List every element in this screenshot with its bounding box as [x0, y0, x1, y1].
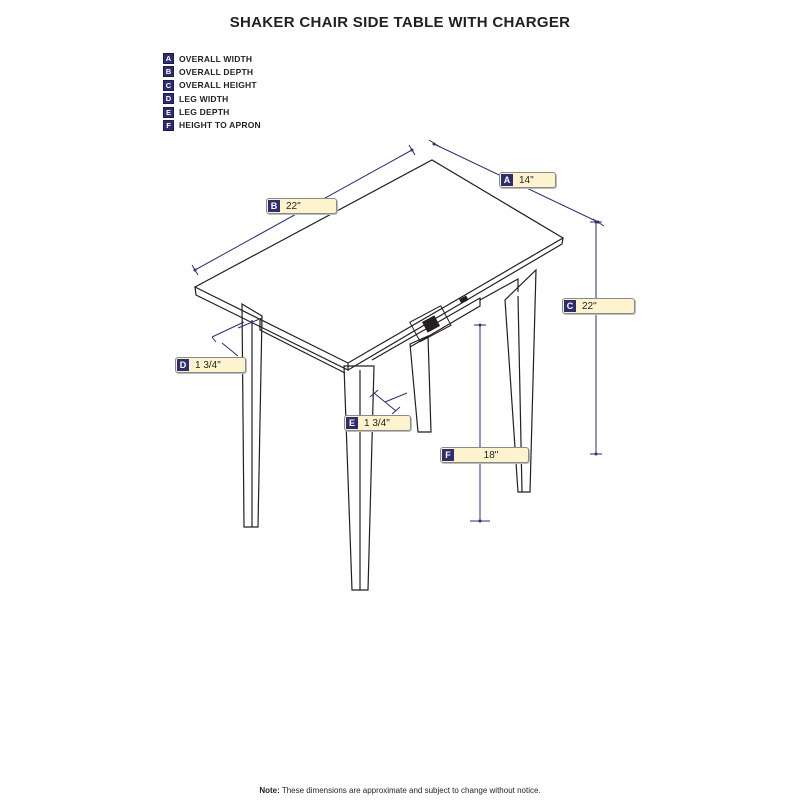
- dimension-c-letter: C: [564, 300, 576, 312]
- dimension-a-letter: A: [501, 174, 513, 186]
- dimension-a-badge: [499, 172, 556, 188]
- disclaimer-note: [0, 786, 800, 795]
- legend-label-e: LEG DEPTH: [179, 107, 230, 118]
- dimension-b-value: 22": [286, 200, 301, 212]
- dimension-d-badge: [175, 357, 246, 373]
- dimension-f-letter: F: [442, 449, 454, 461]
- dimension-f-value: 18": [483, 449, 499, 461]
- note-prefix: Note:: [259, 786, 280, 795]
- legend-label-a: OVERALL WIDTH: [179, 53, 253, 64]
- legend-letter-d: D: [163, 93, 174, 104]
- dimension-e-line: [370, 390, 407, 414]
- dimension-d-value: 1 3/4": [195, 359, 221, 371]
- dimension-b-letter: B: [268, 200, 280, 212]
- dimension-f-line: [470, 324, 490, 523]
- dimension-f-badge: [440, 447, 529, 463]
- legend-label-d: LEG WIDTH: [179, 93, 229, 104]
- dimension-e-value: 1 3/4": [364, 417, 390, 429]
- legend-label-b: OVERALL DEPTH: [179, 66, 254, 77]
- dimension-e-badge: [344, 415, 411, 431]
- legend-letter-a: A: [163, 53, 174, 64]
- dimension-a-value: 14": [519, 174, 534, 186]
- legend-letter-e: E: [163, 107, 174, 118]
- legend-letter-c: C: [163, 80, 174, 91]
- legend-letter-f: F: [163, 120, 174, 131]
- diagram-title: SHAKER CHAIR SIDE TABLE WITH CHARGER: [229, 14, 571, 31]
- legend-label-c: OVERALL HEIGHT: [179, 80, 257, 91]
- dimension-d-letter: D: [177, 359, 189, 371]
- dimension-e-letter: E: [346, 417, 358, 429]
- dimension-c-badge: [562, 298, 635, 314]
- dimension-b-badge: [266, 198, 337, 214]
- legend-label-f: HEIGHT TO APRON: [179, 120, 261, 131]
- note-text: These dimensions are approximate and subject to change without notice.: [281, 786, 541, 795]
- legend-letter-b: B: [163, 66, 174, 77]
- dimension-c-line: [590, 221, 602, 456]
- dimension-c-value: 22": [582, 300, 597, 312]
